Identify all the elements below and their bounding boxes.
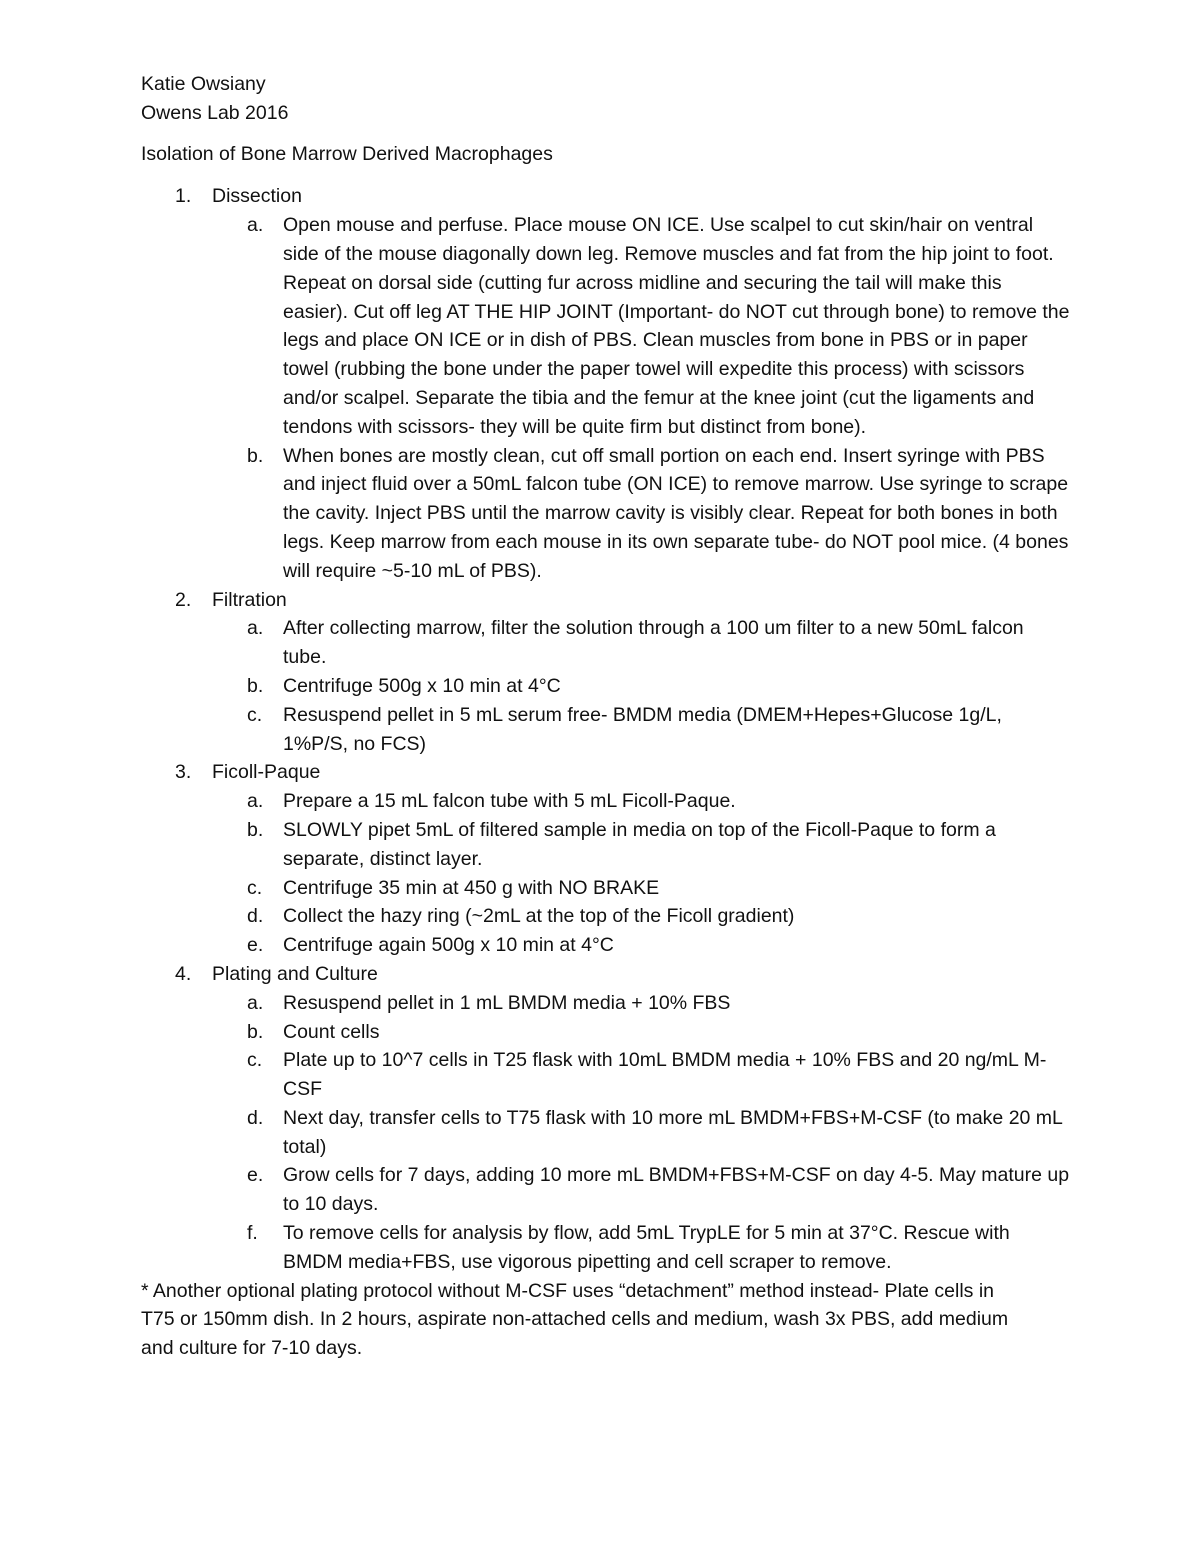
step-item bbox=[212, 816, 1071, 874]
step-item bbox=[212, 989, 1071, 1018]
step-letter: b. bbox=[247, 1020, 264, 1043]
step-text: When bones are mostly clean, cut off small portion on each end. Insert syringe with PBS and inject fluid over a 50mL falcon tube (ON ICE) to remove marrow. Use syringe to scrape the cavity. Inject PBS until the marrow cavity is visibly clear. Repeat for both bones in both legs. Keep marrow from each mouse in its own separate tube- do NOT pool mice. (4 bones will require ~5-10 mL of PBS). bbox=[283, 444, 1069, 582]
step-text: Resuspend pellet in 5 mL serum free- BMDM media (DMEM+Hepes+Glucose 1g/L, 1%P/S, no FCS) bbox=[283, 703, 1002, 755]
section-number: 4. bbox=[175, 962, 192, 985]
section-dissection bbox=[141, 182, 1071, 585]
step-letter: d. bbox=[247, 1106, 264, 1129]
step-letter: f. bbox=[247, 1222, 258, 1245]
step-item bbox=[212, 1018, 1071, 1047]
section-number: 2. bbox=[175, 588, 192, 611]
step-item bbox=[212, 874, 1071, 903]
step-item bbox=[212, 1104, 1071, 1162]
step-item bbox=[212, 614, 1071, 672]
step-item bbox=[212, 701, 1071, 759]
section-heading: Plating and Culture bbox=[212, 962, 378, 985]
section-plating-and-culture bbox=[141, 960, 1071, 1277]
document-body bbox=[141, 70, 1071, 1363]
step-list bbox=[212, 787, 1071, 960]
step-letter: e. bbox=[247, 934, 264, 957]
step-text: Collect the hazy ring (~2mL at the top of the Ficoll gradient) bbox=[283, 905, 795, 928]
step-text: Next day, transfer cells to T75 flask with 10 more mL BMDM+FBS+M-CSF (to make 20 mL total) bbox=[283, 1106, 1063, 1158]
section-filtration bbox=[141, 586, 1071, 759]
section-ficoll-paque bbox=[141, 758, 1071, 960]
step-list bbox=[212, 614, 1071, 758]
protocol-sections bbox=[141, 182, 1071, 1276]
document-title: Isolation of Bone Marrow Derived Macrophages bbox=[141, 142, 553, 165]
step-item bbox=[212, 902, 1071, 931]
step-text: Resuspend pellet in 1 mL BMDM media + 10% FBS bbox=[283, 991, 731, 1014]
section-number: 3. bbox=[175, 761, 192, 784]
section-heading: Dissection bbox=[212, 185, 302, 208]
step-letter: a. bbox=[247, 617, 264, 640]
step-letter: a. bbox=[247, 214, 264, 237]
step-letter: d. bbox=[247, 905, 264, 928]
step-text: Count cells bbox=[283, 1020, 380, 1043]
step-letter: c. bbox=[247, 876, 263, 899]
step-letter: e. bbox=[247, 1164, 264, 1187]
step-letter: a. bbox=[247, 790, 264, 813]
step-text: Centrifuge 500g x 10 min at 4°C bbox=[283, 674, 561, 697]
step-text: Plate up to 10^7 cells in T25 flask with 10mL BMDM media + 10% FBS and 20 ng/mL M-CSF bbox=[283, 1049, 1047, 1101]
author-name: Katie Owsiany bbox=[141, 73, 266, 95]
step-letter: a. bbox=[247, 991, 264, 1014]
section-number: 1. bbox=[175, 185, 192, 208]
step-item bbox=[212, 787, 1071, 816]
step-text: Grow cells for 7 days, adding 10 more mL BMDM+FBS+M-CSF on day 4-5. May mature up to 10 days. bbox=[283, 1164, 1070, 1216]
step-item bbox=[212, 1219, 1071, 1277]
step-item bbox=[212, 211, 1071, 441]
step-text: Centrifuge again 500g x 10 min at 4°C bbox=[283, 934, 614, 957]
step-text: Centrifuge 35 min at 450 g with NO BRAKE bbox=[283, 876, 660, 899]
step-list bbox=[212, 989, 1071, 1277]
step-text: Prepare a 15 mL falcon tube with 5 mL Ficoll-Paque. bbox=[283, 790, 736, 813]
step-item bbox=[212, 931, 1071, 960]
step-letter: b. bbox=[247, 674, 264, 697]
step-letter: c. bbox=[247, 703, 263, 726]
step-letter: c. bbox=[247, 1049, 263, 1072]
footnote-alternative-protocol: * Another optional plating protocol without M-CSF uses “detachment” method instead- Plate cells in T75 or 150mm dish. In 2 hours, aspirate non-attached cells and medium, wash 3x PBS, add medium and culture for 7-10 days. bbox=[141, 1279, 1009, 1360]
step-text: To remove cells for analysis by flow, add 5mL TrypLE for 5 min at 37°C. Rescue with BMDM media+FBS, use vigorous pipetting and cell scraper to remove. bbox=[283, 1222, 1010, 1273]
step-list bbox=[212, 211, 1071, 585]
step-text: After collecting marrow, filter the solution through a 100 um filter to a new 50mL falcon tube. bbox=[283, 617, 1024, 669]
step-item bbox=[212, 1046, 1071, 1104]
step-item bbox=[212, 442, 1071, 586]
step-item bbox=[212, 1161, 1071, 1219]
step-text: Open mouse and perfuse. Place mouse ON ICE. Use scalpel to cut skin/hair on ventral side of the mouse diagonally down leg. Remove muscles and fat from the hip joint to foot. Repeat on dorsal side (cutting fur across midline and securing the tail will make this easier). Cut off leg AT THE HIP JOINT (Important- do NOT cut through bone) to remove the legs and place ON ICE or in dish of PBS. Clean muscles from bone in PBS or in paper towel (rubbing the bone under the paper towel will expedite this process) with scissors and/or scalpel. Separate the tibia and the femur at the knee joint (cut the ligaments and tendons with scissors- they will be quite firm but distinct from bone). bbox=[283, 214, 1070, 438]
lab-name: Owens Lab 2016 bbox=[141, 101, 289, 124]
section-heading: Ficoll-Paque bbox=[212, 761, 321, 784]
step-text: SLOWLY pipet 5mL of filtered sample in media on top of the Ficoll-Paque to form a separate, distinct layer. bbox=[283, 818, 996, 870]
step-letter: b. bbox=[247, 444, 264, 467]
step-letter: b. bbox=[247, 818, 264, 841]
section-heading: Filtration bbox=[212, 588, 287, 611]
step-item bbox=[212, 672, 1071, 701]
